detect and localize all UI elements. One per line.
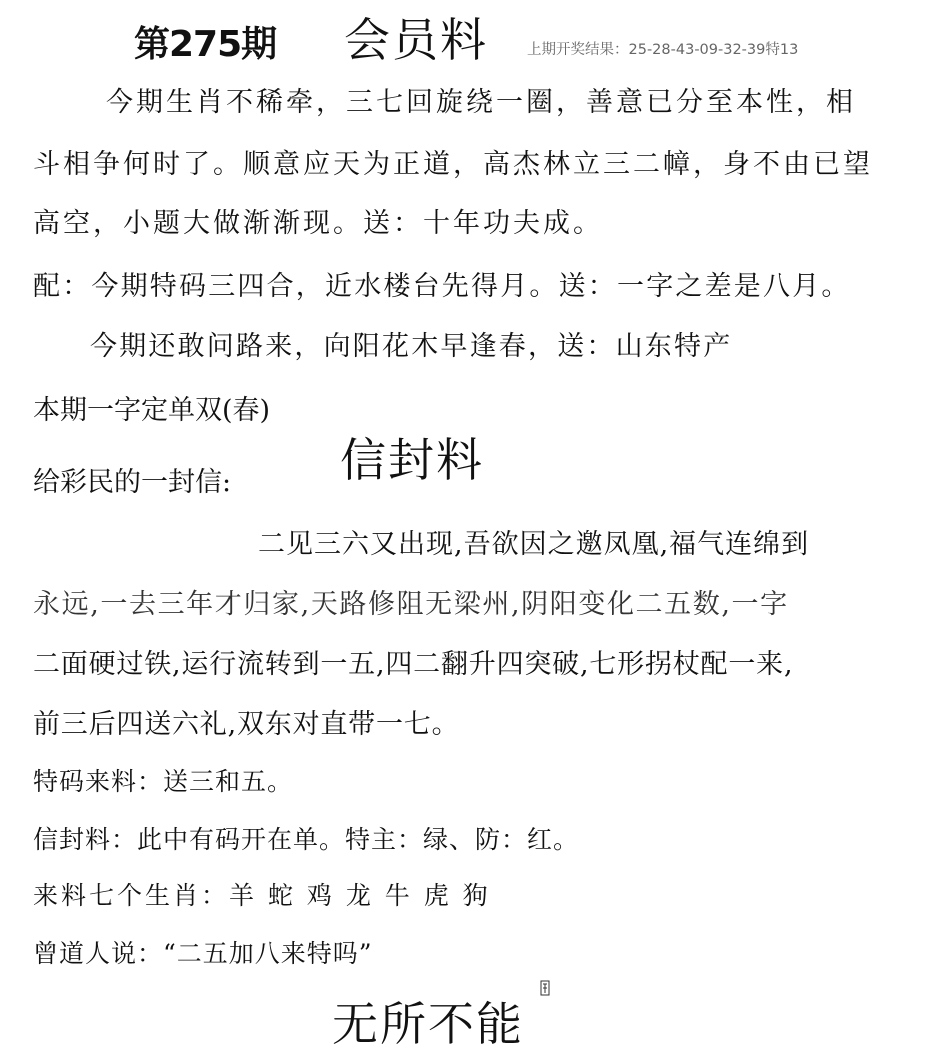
letter-title: 信封料 — [340, 433, 484, 487]
member-line-3: 高空，小题大做渐渐现。送：十年功夫成。 — [33, 208, 603, 239]
note-envelope: 信封料：此中有码开在单。特主：绿、防：红。 — [33, 825, 580, 854]
seal-mark — [540, 980, 550, 996]
footer-slogan: 无所不能 — [332, 997, 524, 1051]
poem-line-1: 二见三六又出现,吾欲因之邀凤凰,福气连绵到 — [258, 529, 810, 560]
member-title: 会员料 — [344, 13, 488, 67]
note-zodiacs: 来料七个生肖：羊 蛇 鸡 龙 牛 虎 狗 — [33, 881, 491, 910]
poem-line-3: 二面硬过铁,运行流转到一五,四二翻升四突破,七形拐杖配一来, — [33, 649, 794, 680]
letter-intro: 给彩民的一封信: — [33, 467, 232, 498]
member-line-5: 今期还敢问路来，向阳花木早逢春，送：山东特产 — [90, 331, 733, 362]
note-taoist-saying: 曾道人说：“二五加八来特吗” — [33, 939, 373, 968]
poem-line-4: 前三后四送六礼,双东对直带一七。 — [33, 709, 460, 740]
issue-number: 第275期 — [134, 24, 277, 65]
member-line-2: 斗相争何时了。顺意应天为正道，高杰林立三二幛，身不由已望 — [33, 149, 873, 180]
note-special-code: 特码来料：送三和五。 — [33, 767, 294, 796]
poem-line-2: 永远,一去三年才归家,天路修阻无梁州,阴阳变化二五数,一字 — [33, 589, 789, 620]
last-draw-result: 上期开奖结果：25-28-43-09-32-39特13 — [527, 42, 799, 58]
member-line-6: 本期一字定单双(春) — [33, 395, 271, 426]
member-line-1: 今期生肖不稀牵，三七回旋绕一圈，善意已分至本性，相 — [106, 87, 856, 118]
member-line-4: 配：今期特码三四合，近水楼台先得月。送：一字之差是八月。 — [33, 271, 851, 302]
